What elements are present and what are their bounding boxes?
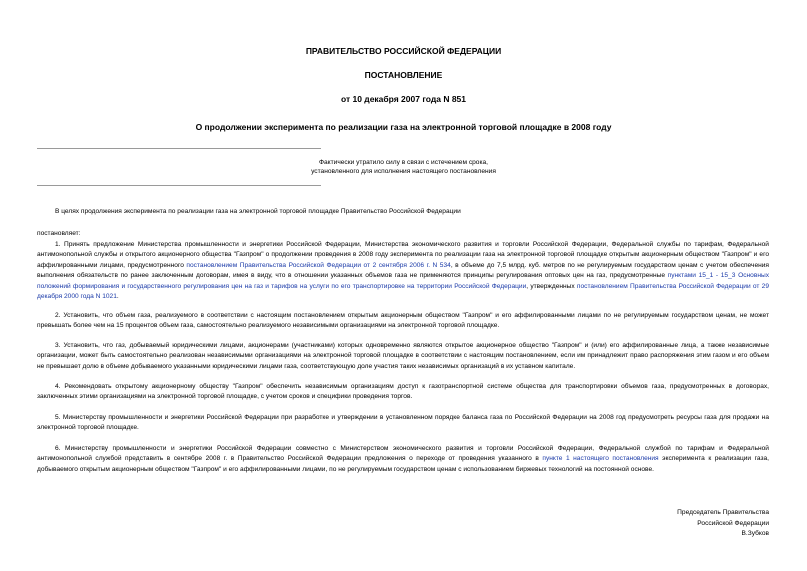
document-type: ПОСТАНОВЛЕНИЕ bbox=[364, 70, 443, 80]
signature-org: Российской Федерации bbox=[697, 519, 769, 527]
p6-text-b: эксперимента к реализации газа, добываемого открытым акционерным обществом "Газпром" и его аффилированными лицами, по не регулируемым государством ценам с использованием биржевых технологий на постоянной основе. bbox=[37, 455, 769, 473]
paragraph-2: 2. Установить, что объем газа, реализуемого в соответствии с настоящим постановлением открытым акционерным обществом "Газпром" и его аффилированными лицами по не регулируемым государством ценам, не может превышать более чем на 15 процентов объем газа, самостоятельно реализуемого независимыми организациями на электронной торговой площадке. bbox=[37, 312, 769, 330]
status-note bbox=[0, 158, 807, 176]
issuing-authority: ПРАВИТЕЛЬСТВО РОССИЙСКОЙ ФЕДЕРАЦИИ bbox=[305, 46, 502, 56]
p6-text-a: 6. Министерству промышленности и энергетики Российской Федерации совместно с Министерством экономического развития и торговли Российской Федерации, Федеральной службой по тарифам и Федеральной антимонопольной службой представить в сентябре 2008 г. в Правительство Российской Федерации предложения о переходе от проведения указанного в bbox=[37, 445, 769, 463]
p1-text-c: , утвержденных bbox=[526, 282, 577, 290]
paragraph-6 bbox=[37, 444, 769, 475]
status-note-line2: установленного для исполнения настоящего постановления bbox=[311, 168, 496, 175]
p1-text-a: 1. Принять предложение Министерства промышленности и энергетики Российской Федерации, Министерства экономического развития и торговли Российской Федерации, Федеральной службы по тарифам, Федеральной антимонопольной службы и открытого акционерного общества "Газпром" о продолжении проведения в 2008 году эксперимента по реализации газа на электронной торговой площадке открытым акционерным обществом "Газпром" и его аффилированными лицами, предусмотренного bbox=[37, 241, 769, 269]
signature-position: Председатель Правительства bbox=[677, 509, 769, 516]
p1-text-d: . bbox=[116, 293, 119, 301]
bottom-divider bbox=[37, 185, 321, 186]
status-note-line1: Фактически утратило силу в связи с истечением срока, bbox=[318, 159, 489, 166]
link-resolution-1021[interactable]: постановлением Правительства Российской Федерации от 29 декабря 2000 года N 1021 bbox=[37, 282, 769, 301]
resolves-label: постановляет: bbox=[37, 230, 81, 237]
paragraph-5: 5. Министерству промышленности и энергетики Российской Федерации при разработке и утверждении в установленном порядке баланса газа по Российской Федерации на 2008 год предусмотреть ресурсы газа для продажи на электронной торговой площадке. bbox=[37, 414, 769, 432]
signature-block bbox=[677, 508, 769, 540]
link-resolution-534[interactable]: постановлением Правительства Российской Федерации от 2 сентября 2006 г. N 534 bbox=[186, 261, 451, 269]
preamble: В целях продолжения эксперимента по реализации газа на электронной торговой площадке Правительство Российской Федерации bbox=[55, 208, 461, 215]
paragraph-1 bbox=[37, 240, 769, 302]
document-title: О продолжении эксперимента по реализации газа на электронной торговой площадке в 2008 году bbox=[195, 122, 612, 132]
signature-name: В.Зубков bbox=[741, 530, 769, 537]
paragraph-4: 4. Рекомендовать открытому акционерному обществу "Газпром" обеспечить независимым организациям доступ к газотранспортной системе общества для транспортировки объемов газа, предусмотренных в договорах, заключенных этими организациями на электронной торговой площадке, с учетом сроков и специфики проведения торгов. bbox=[37, 383, 769, 401]
paragraph-3: 3. Установить, что газ, добываемый юридическими лицами, акционерами (участниками) которых одновременно являются открытое акционерное общество "Газпром" и (или) его аффилированные лица, а также независимые организации, может быть самостоятельно реализован независимыми организациями на электронной торговой площадке в соответствии с настоящим постановлением, если им принадлежит право распоряжения этим газом и его объем не превышает долю в объеме добываемого указанными юридическими лицами газа, соответствующую доле участия таких независимых организаций в их уставном капитале. bbox=[37, 342, 769, 370]
link-basic-provisions[interactable]: пунктами 15_1 - 15_3 Основных положений формирования и государственного регулирования цен на газ и тарифов на услуги по его транспортировке на территории Российской Федерации bbox=[37, 272, 770, 290]
p1-text-b: , в объеме до 7,5 млрд. куб. метров по не регулируемым государством ценам с учетом обеспечения выполнения обязательств по ранее заключенным договорам, имея в виду, что в отношении указанных объемов газа не применяются принципы регулирования оптовых цен на газ, предусмотренные bbox=[37, 261, 770, 280]
top-divider bbox=[37, 148, 321, 149]
document-date-number: от 10 декабря 2007 года N 851 bbox=[340, 94, 467, 104]
link-item-1[interactable]: пункте 1 настоящего постановления bbox=[542, 455, 659, 463]
